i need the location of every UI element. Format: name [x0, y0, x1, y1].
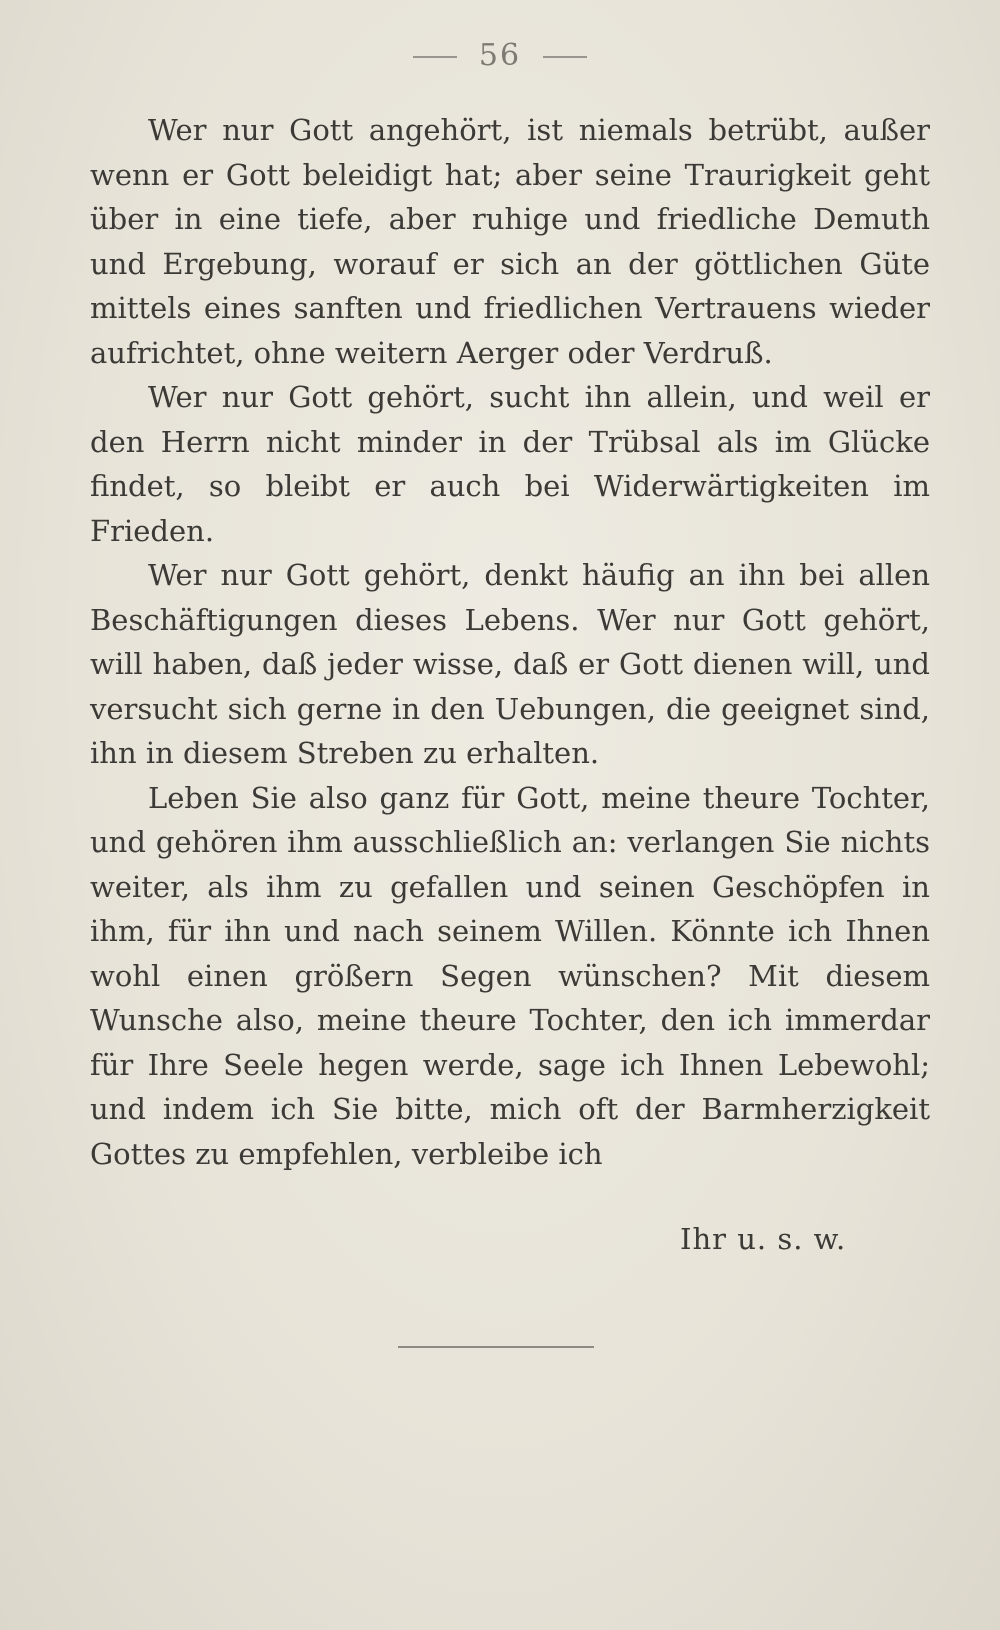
body-text — [90, 108, 930, 1176]
page-number — [0, 38, 1000, 73]
paragraph-3: Wer nur Gott gehört, denkt häufig an ihn bei allen Beschäftigungen dieses Lebens. Wer nur Gott gehört, will haben, daß jeder wisse, daß er Gott dienen will, und versucht sich gerne in den Uebungen, die geeignet sind, ihn in diesem Streben zu erhalten. — [90, 558, 930, 770]
page-number-value: 56 — [478, 38, 522, 73]
page-number-right-dash — [543, 56, 587, 58]
paragraph-1: Wer nur Gott angehört, ist niemals betrübt, außer wenn er Gott beleidigt hat; aber seine Traurigkeit geht über in eine tiefe, aber ruhige und friedliche Demuth und Ergebung, worauf er sich an der göttlichen Güte mittels eines sanften und friedlichen Vertrauens wieder aufrichtet, ohne weitern Aerger oder Verdruß. — [90, 113, 930, 370]
paragraph-2: Wer nur Gott gehört, sucht ihn allein, und weil er den Herrn nicht minder in der Trübsal als im Glücke findet, so bleibt er auch bei Widerwärtigkeiten im Frieden. — [90, 380, 930, 548]
paragraph-4: Leben Sie also ganz für Gott, meine theure Tochter, und gehören ihm ausschließlich an: verlangen Sie nichts weiter, als ihm zu gefallen und seinen Geschöpfen in ihm, für ihn und nach seinem Willen. Könnte ich Ihnen wohl einen größern Segen wünschen? Mit diesem Wunsche also, meine theure Tochter, den ich immerdar für Ihre Seele hegen werde, sage ich Ihnen Lebewohl; und indem ich Sie bitte, mich oft der Barmherzigkeit Gottes zu empfehlen, verbleibe ich — [90, 780, 930, 1171]
letter-closing: Ihr u. s. w. — [680, 1222, 847, 1256]
page-number-left-dash — [413, 56, 457, 58]
end-rule — [398, 1346, 594, 1348]
